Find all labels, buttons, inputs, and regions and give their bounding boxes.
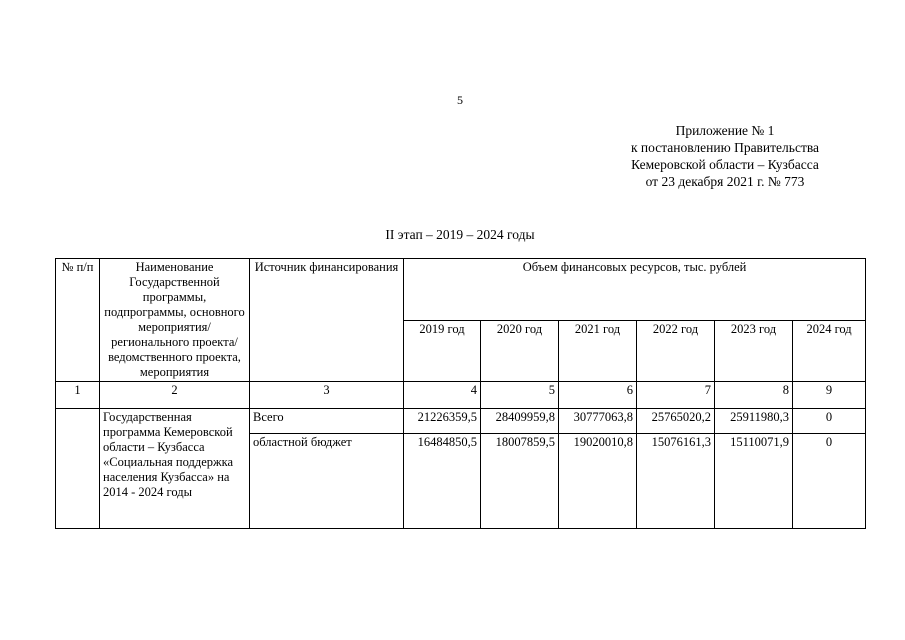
column-number: 4 xyxy=(404,382,481,409)
header-source: Источник финансирования xyxy=(250,259,404,382)
column-number: 5 xyxy=(481,382,559,409)
source-cell: областной бюджет xyxy=(250,434,404,529)
column-number: 3 xyxy=(250,382,404,409)
header-year: 2019 год xyxy=(404,320,481,382)
value-cell: 0 xyxy=(793,434,866,529)
header-year: 2020 год xyxy=(481,320,559,382)
header-year: 2024 год xyxy=(793,320,866,382)
value-cell: 18007859,5 xyxy=(481,434,559,529)
value-cell: 15110071,9 xyxy=(715,434,793,529)
column-number: 7 xyxy=(637,382,715,409)
column-number: 9 xyxy=(793,382,866,409)
source-cell: Всего xyxy=(250,409,404,434)
header-volume: Объем финансовых ресурсов, тыс. рублей xyxy=(404,259,866,321)
value-cell: 30777063,8 xyxy=(559,409,637,434)
column-number: 1 xyxy=(56,382,100,409)
header-year: 2021 год xyxy=(559,320,637,382)
column-number-row xyxy=(56,382,866,409)
value-cell: 28409959,8 xyxy=(481,409,559,434)
value-cell: 21226359,5 xyxy=(404,409,481,434)
header-num: № п/п xyxy=(56,259,100,382)
column-number: 8 xyxy=(715,382,793,409)
annex-block xyxy=(600,122,850,190)
annex-line-4: от 23 декабря 2021 г. № 773 xyxy=(645,174,805,189)
header-row-1 xyxy=(56,259,866,321)
column-number: 2 xyxy=(100,382,250,409)
value-cell: 25765020,2 xyxy=(637,409,715,434)
stage-title: II этап – 2019 – 2024 годы xyxy=(385,227,535,242)
value-cell: 16484850,5 xyxy=(404,434,481,529)
value-cell: 0 xyxy=(793,409,866,434)
value-cell: 15076161,3 xyxy=(637,434,715,529)
table-row xyxy=(56,409,866,434)
value-cell: 19020010,8 xyxy=(559,434,637,529)
header-year: 2022 год xyxy=(637,320,715,382)
financing-table xyxy=(55,258,866,529)
value-cell: 25911980,3 xyxy=(715,409,793,434)
program-name: Государственная программа Кемеровской области – Кузбасса «Социальная поддержка населения Кузбасса» на 2014 - 2024 годы xyxy=(100,409,250,529)
column-number: 6 xyxy=(559,382,637,409)
page-number: 5 xyxy=(457,93,463,107)
header-year: 2023 год xyxy=(715,320,793,382)
annex-line-2: к постановлению Правительства xyxy=(630,140,820,155)
annex-line-1: Приложение № 1 xyxy=(675,123,775,138)
header-name: Наименование Государственной программы, подпрограммы, основного мероприятия/регионального проекта/ ведомственного проекта, мероприятия xyxy=(100,259,250,382)
annex-line-3: Кемеровской области – Кузбасса xyxy=(631,157,819,172)
program-num xyxy=(56,409,100,529)
